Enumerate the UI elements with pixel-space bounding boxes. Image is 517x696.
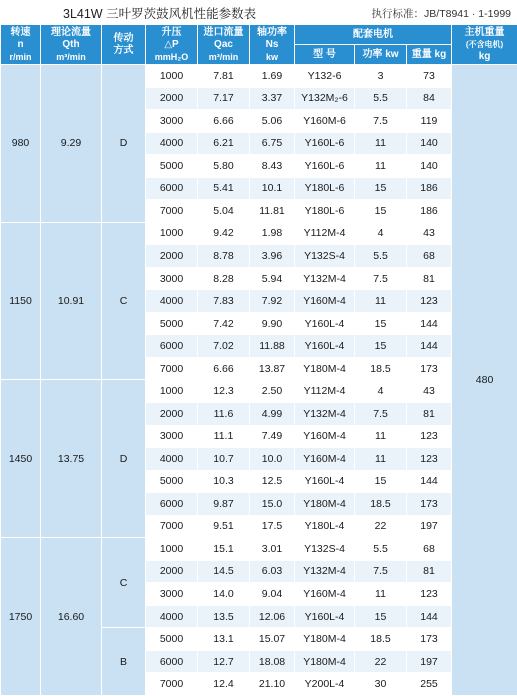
shaft-power-cell: 11.88 (250, 335, 295, 358)
pressure-cell: 1000 (146, 380, 198, 403)
page-title: 3L41W 三叶罗茨鼓风机性能参数表 (63, 7, 257, 21)
drive-cell: D (102, 65, 146, 223)
speed-cell: 1750 (1, 538, 41, 696)
motor-power-cell: 4 (355, 380, 407, 403)
motor-weight-cell: 173 (407, 628, 452, 651)
inlet-flow-cell: 13.5 (198, 605, 250, 628)
motor-weight-cell: 123 (407, 448, 452, 471)
pressure-cell: 2000 (146, 402, 198, 425)
pressure-cell: 5000 (146, 470, 198, 493)
inlet-flow-cell: 7.17 (198, 87, 250, 110)
motor-model-cell: Y160L-4 (295, 605, 355, 628)
motor-weight-cell: 140 (407, 155, 452, 178)
inlet-flow-cell: 7.42 (198, 312, 250, 335)
shaft-power-cell: 21.10 (250, 673, 295, 696)
pressure-cell: 3000 (146, 583, 198, 606)
motor-weight-cell: 68 (407, 245, 452, 268)
motor-weight-cell: 173 (407, 493, 452, 516)
motor-model-cell: Y132S-4 (295, 245, 355, 268)
motor-model-cell: Y132-6 (295, 65, 355, 88)
motor-weight-cell: 119 (407, 110, 452, 133)
pressure-cell: 4000 (146, 290, 198, 313)
shaft-power-cell: 2.50 (250, 380, 295, 403)
pressure-cell: 3000 (146, 425, 198, 448)
motor-weight-cell: 123 (407, 290, 452, 313)
table-row (1, 65, 517, 88)
motor-model-cell: Y112M-4 (295, 380, 355, 403)
motor-model-cell: Y132M-4 (295, 267, 355, 290)
header-model: 型 号 (295, 45, 355, 65)
motor-weight-cell: 197 (407, 650, 452, 673)
table-row (1, 222, 517, 245)
motor-power-cell: 22 (355, 650, 407, 673)
pressure-cell: 1000 (146, 65, 198, 88)
motor-weight-cell: 186 (407, 200, 452, 223)
inlet-flow-cell: 12.4 (198, 673, 250, 696)
motor-model-cell: Y160M-4 (295, 448, 355, 471)
speed-cell: 1450 (1, 380, 41, 538)
motor-weight-cell: 186 (407, 177, 452, 200)
inlet-flow-cell: 8.28 (198, 267, 250, 290)
standard-label: 执行标准：JB/T8941 · 1-1999 (371, 8, 511, 20)
motor-model-cell: Y112M-4 (295, 222, 355, 245)
motor-power-cell: 15 (355, 605, 407, 628)
motor-weight-cell: 140 (407, 132, 452, 155)
motor-power-cell: 3 (355, 65, 407, 88)
shaft-power-cell: 17.5 (250, 515, 295, 538)
shaft-power-cell: 3.37 (250, 87, 295, 110)
header-flow: 理论流量 Qth m³/min (41, 25, 102, 65)
shaft-power-cell: 10.1 (250, 177, 295, 200)
table-row (1, 380, 517, 403)
motor-power-cell: 11 (355, 448, 407, 471)
pressure-cell: 5000 (146, 312, 198, 335)
inlet-flow-cell: 7.83 (198, 290, 250, 313)
shaft-power-cell: 7.92 (250, 290, 295, 313)
motor-power-cell: 7.5 (355, 402, 407, 425)
inlet-flow-cell: 5.04 (198, 200, 250, 223)
pressure-cell: 3000 (146, 267, 198, 290)
motor-model-cell: Y180L-6 (295, 200, 355, 223)
inlet-flow-cell: 6.66 (198, 110, 250, 133)
motor-power-cell: 11 (355, 425, 407, 448)
pressure-cell: 4000 (146, 132, 198, 155)
inlet-flow-cell: 8.78 (198, 245, 250, 268)
header-weight: 重量 kg (407, 45, 452, 65)
header-power: 功率 kw (355, 45, 407, 65)
motor-model-cell: Y160L-4 (295, 312, 355, 335)
shaft-power-cell: 13.87 (250, 357, 295, 380)
pressure-cell: 6000 (146, 493, 198, 516)
drive-cell: C (102, 538, 146, 628)
pressure-cell: 4000 (146, 605, 198, 628)
pressure-cell: 5000 (146, 155, 198, 178)
pressure-cell: 1000 (146, 538, 198, 561)
motor-weight-cell: 68 (407, 538, 452, 561)
motor-weight-cell: 73 (407, 65, 452, 88)
shaft-power-cell: 5.06 (250, 110, 295, 133)
header-bar (0, 0, 517, 24)
motor-power-cell: 30 (355, 673, 407, 696)
motor-power-cell: 15 (355, 335, 407, 358)
shaft-power-cell: 9.90 (250, 312, 295, 335)
motor-power-cell: 11 (355, 155, 407, 178)
header-main-weight: 主机重量 (不含电机) kg (452, 25, 517, 65)
pressure-cell: 6000 (146, 177, 198, 200)
pressure-cell: 6000 (146, 335, 198, 358)
motor-power-cell: 18.5 (355, 628, 407, 651)
shaft-power-cell: 3.96 (250, 245, 295, 268)
table-row (1, 538, 517, 561)
inlet-flow-cell: 11.6 (198, 402, 250, 425)
flow-cell: 13.75 (41, 380, 102, 538)
flow-cell: 16.60 (41, 538, 102, 696)
motor-model-cell: Y180L-4 (295, 515, 355, 538)
inlet-flow-cell: 6.21 (198, 132, 250, 155)
flow-cell: 10.91 (41, 222, 102, 380)
shaft-power-cell: 5.94 (250, 267, 295, 290)
motor-weight-cell: 84 (407, 87, 452, 110)
drive-cell: D (102, 380, 146, 538)
motor-power-cell: 5.5 (355, 538, 407, 561)
pressure-cell: 1000 (146, 222, 198, 245)
motor-model-cell: Y132M₂-6 (295, 87, 355, 110)
inlet-flow-cell: 10.3 (198, 470, 250, 493)
shaft-power-cell: 8.43 (250, 155, 295, 178)
inlet-flow-cell: 11.1 (198, 425, 250, 448)
performance-table (0, 24, 517, 696)
motor-power-cell: 15 (355, 177, 407, 200)
inlet-flow-cell: 15.1 (198, 538, 250, 561)
pressure-cell: 3000 (146, 110, 198, 133)
drive-cell: B (102, 628, 146, 696)
motor-model-cell: Y160M-4 (295, 425, 355, 448)
inlet-flow-cell: 13.1 (198, 628, 250, 651)
motor-weight-cell: 81 (407, 402, 452, 425)
motor-model-cell: Y160M-4 (295, 290, 355, 313)
inlet-flow-cell: 5.41 (198, 177, 250, 200)
motor-weight-cell: 43 (407, 222, 452, 245)
pressure-cell: 7000 (146, 357, 198, 380)
shaft-power-cell: 7.49 (250, 425, 295, 448)
motor-power-cell: 18.5 (355, 357, 407, 380)
motor-weight-cell: 144 (407, 470, 452, 493)
motor-weight-cell: 144 (407, 312, 452, 335)
pressure-cell: 2000 (146, 560, 198, 583)
motor-model-cell: Y160M-4 (295, 583, 355, 606)
speed-cell: 980 (1, 65, 41, 223)
motor-model-cell: Y132S-4 (295, 538, 355, 561)
shaft-power-cell: 3.01 (250, 538, 295, 561)
inlet-flow-cell: 9.87 (198, 493, 250, 516)
header-shaft-power: 轴功率 Ns kw (250, 25, 295, 65)
motor-weight-cell: 173 (407, 357, 452, 380)
motor-model-cell: Y180M-4 (295, 628, 355, 651)
motor-model-cell: Y200L-4 (295, 673, 355, 696)
motor-power-cell: 7.5 (355, 110, 407, 133)
shaft-power-cell: 1.69 (250, 65, 295, 88)
inlet-flow-cell: 9.51 (198, 515, 250, 538)
pressure-cell: 7000 (146, 515, 198, 538)
inlet-flow-cell: 14.5 (198, 560, 250, 583)
motor-weight-cell: 123 (407, 583, 452, 606)
shaft-power-cell: 11.81 (250, 200, 295, 223)
shaft-power-cell: 18.08 (250, 650, 295, 673)
motor-weight-cell: 255 (407, 673, 452, 696)
inlet-flow-cell: 14.0 (198, 583, 250, 606)
inlet-flow-cell: 10.7 (198, 448, 250, 471)
pressure-cell: 7000 (146, 673, 198, 696)
pressure-cell: 4000 (146, 448, 198, 471)
pressure-cell: 2000 (146, 245, 198, 268)
shaft-power-cell: 1.98 (250, 222, 295, 245)
motor-model-cell: Y160L-6 (295, 132, 355, 155)
motor-power-cell: 4 (355, 222, 407, 245)
flow-cell: 9.29 (41, 65, 102, 223)
motor-model-cell: Y160L-6 (295, 155, 355, 178)
motor-model-cell: Y132M-4 (295, 560, 355, 583)
inlet-flow-cell: 7.81 (198, 65, 250, 88)
header-pressure: 升压 △P mmH₂O (146, 25, 198, 65)
pressure-cell: 6000 (146, 650, 198, 673)
header-inlet: 进口流量 Qac m³/min (198, 25, 250, 65)
shaft-power-cell: 15.0 (250, 493, 295, 516)
inlet-flow-cell: 12.7 (198, 650, 250, 673)
motor-weight-cell: 197 (407, 515, 452, 538)
header-speed: 转速 n r/min (1, 25, 41, 65)
motor-model-cell: Y160L-4 (295, 470, 355, 493)
drive-cell: C (102, 222, 146, 380)
shaft-power-cell: 4.99 (250, 402, 295, 425)
inlet-flow-cell: 9.42 (198, 222, 250, 245)
motor-power-cell: 11 (355, 583, 407, 606)
motor-model-cell: Y132M-4 (295, 402, 355, 425)
inlet-flow-cell: 5.80 (198, 155, 250, 178)
motor-weight-cell: 144 (407, 335, 452, 358)
motor-weight-cell: 81 (407, 267, 452, 290)
motor-model-cell: Y180M-4 (295, 650, 355, 673)
shaft-power-cell: 6.75 (250, 132, 295, 155)
motor-model-cell: Y180L-6 (295, 177, 355, 200)
shaft-power-cell: 15.07 (250, 628, 295, 651)
motor-model-cell: Y160L-4 (295, 335, 355, 358)
motor-model-cell: Y180M-4 (295, 357, 355, 380)
pressure-cell: 5000 (146, 628, 198, 651)
header-drive: 传动 方式 (102, 25, 146, 65)
shaft-power-cell: 12.06 (250, 605, 295, 628)
shaft-power-cell: 6.03 (250, 560, 295, 583)
motor-weight-cell: 123 (407, 425, 452, 448)
header-motor-group: 配套电机 (295, 25, 452, 45)
shaft-power-cell: 10.0 (250, 448, 295, 471)
pressure-cell: 2000 (146, 87, 198, 110)
motor-power-cell: 15 (355, 312, 407, 335)
motor-model-cell: Y160M-6 (295, 110, 355, 133)
motor-power-cell: 7.5 (355, 560, 407, 583)
motor-power-cell: 5.5 (355, 245, 407, 268)
speed-cell: 1150 (1, 222, 41, 380)
inlet-flow-cell: 6.66 (198, 357, 250, 380)
motor-weight-cell: 144 (407, 605, 452, 628)
motor-weight-cell: 43 (407, 380, 452, 403)
shaft-power-cell: 12.5 (250, 470, 295, 493)
motor-power-cell: 18.5 (355, 493, 407, 516)
motor-power-cell: 7.5 (355, 267, 407, 290)
motor-model-cell: Y180M-4 (295, 493, 355, 516)
inlet-flow-cell: 7.02 (198, 335, 250, 358)
motor-power-cell: 22 (355, 515, 407, 538)
pressure-cell: 7000 (146, 200, 198, 223)
motor-weight-cell: 81 (407, 560, 452, 583)
main-weight-cell: 480 (452, 65, 517, 696)
shaft-power-cell: 9.04 (250, 583, 295, 606)
motor-power-cell: 5.5 (355, 87, 407, 110)
motor-power-cell: 15 (355, 470, 407, 493)
inlet-flow-cell: 12.3 (198, 380, 250, 403)
motor-power-cell: 11 (355, 290, 407, 313)
motor-power-cell: 15 (355, 200, 407, 223)
motor-power-cell: 11 (355, 132, 407, 155)
